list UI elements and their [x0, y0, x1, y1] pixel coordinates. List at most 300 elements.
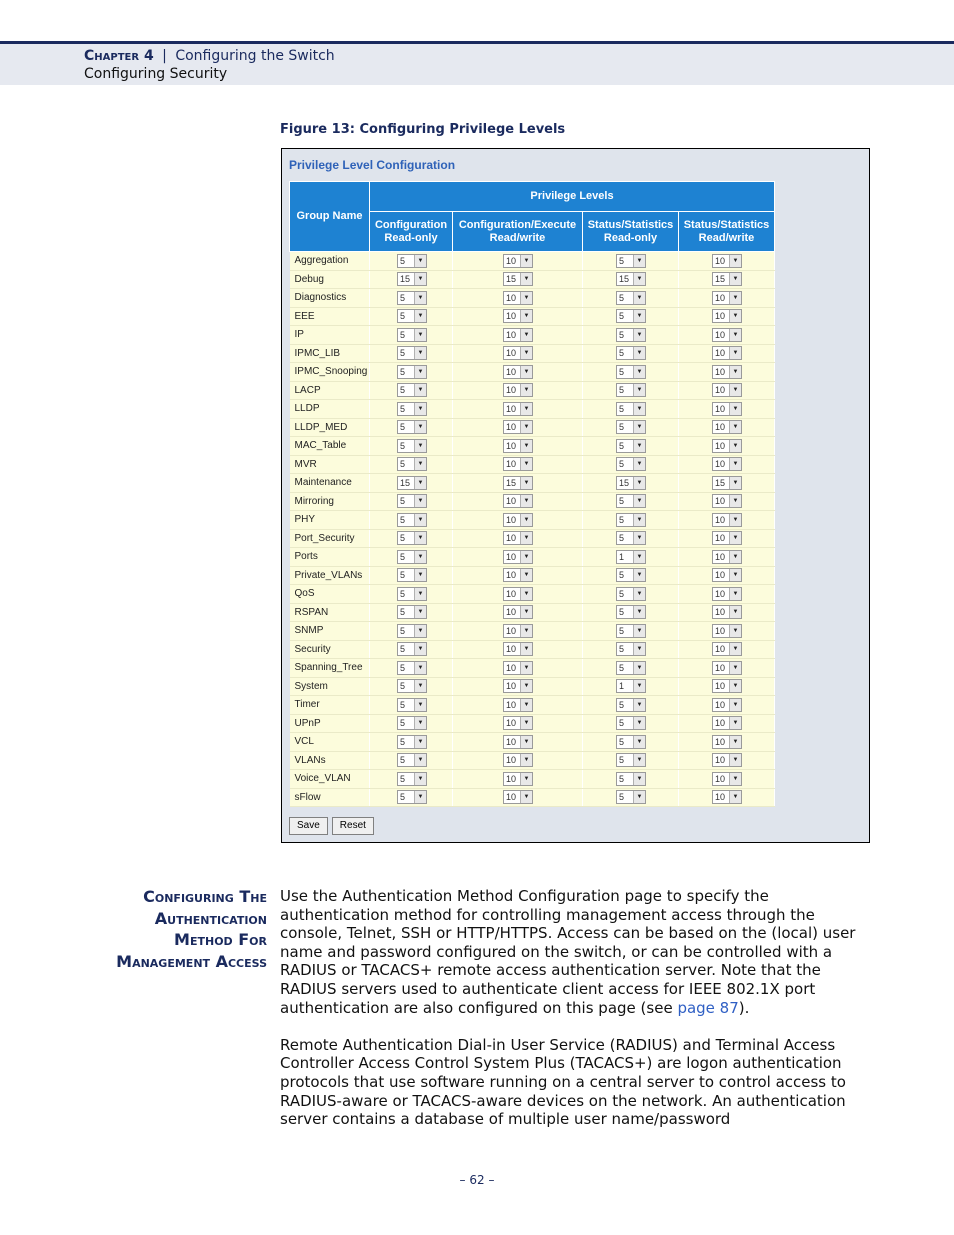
dropdown-arrow-icon[interactable]: ▼: [520, 366, 532, 378]
dropdown-arrow-icon[interactable]: ▼: [414, 625, 426, 637]
dropdown-arrow-icon[interactable]: ▼: [633, 680, 645, 692]
dropdown-arrow-icon[interactable]: ▼: [520, 717, 532, 729]
config-ro-select[interactable]: [397, 476, 427, 490]
dropdown-arrow-icon[interactable]: ▼: [520, 292, 532, 304]
dropdown-arrow-icon[interactable]: ▼: [414, 440, 426, 452]
dropdown-arrow-icon[interactable]: ▼: [633, 403, 645, 415]
group-name-cell: VCL: [290, 733, 370, 752]
dropdown-arrow-icon[interactable]: ▼: [633, 292, 645, 304]
select-value: 5: [400, 681, 406, 692]
status-ro-select[interactable]: [616, 605, 646, 619]
status-rw-select[interactable]: [712, 531, 742, 545]
status-ro-select[interactable]: [616, 716, 646, 730]
config-ro-select[interactable]: [397, 568, 427, 582]
status-rw-select[interactable]: [712, 624, 742, 638]
config-ro-select[interactable]: [397, 420, 427, 434]
status-rw-select[interactable]: [712, 457, 742, 471]
dropdown-arrow-icon[interactable]: ▼: [414, 773, 426, 785]
config-rw-select[interactable]: [503, 420, 533, 434]
config-rw-select[interactable]: [503, 698, 533, 712]
select-value: 5: [619, 699, 625, 710]
config-ro-select[interactable]: [397, 272, 427, 286]
level-cell: [679, 548, 775, 567]
status-rw-select[interactable]: [712, 716, 742, 730]
config-ro-select[interactable]: [397, 383, 427, 397]
dropdown-arrow-icon[interactable]: ▼: [729, 255, 741, 267]
status-ro-select[interactable]: [616, 420, 646, 434]
config-ro-select[interactable]: [397, 439, 427, 453]
config-ro-select[interactable]: [397, 753, 427, 767]
dropdown-arrow-icon[interactable]: ▼: [414, 754, 426, 766]
config-rw-select[interactable]: [503, 494, 533, 508]
config-ro-select[interactable]: [397, 661, 427, 675]
level-cell: [583, 603, 679, 622]
dropdown-arrow-icon[interactable]: ▼: [520, 255, 532, 267]
dropdown-arrow-icon[interactable]: ▼: [729, 606, 741, 618]
dropdown-arrow-icon[interactable]: ▼: [729, 773, 741, 785]
dropdown-arrow-icon[interactable]: ▼: [414, 791, 426, 803]
col-status-ro-header: Status/Statistics Read-only: [583, 212, 679, 252]
status-ro-select[interactable]: [616, 254, 646, 268]
dropdown-arrow-icon[interactable]: ▼: [729, 736, 741, 748]
status-ro-select[interactable]: [616, 772, 646, 786]
dropdown-arrow-icon[interactable]: ▼: [520, 791, 532, 803]
dropdown-arrow-icon[interactable]: ▼: [729, 699, 741, 711]
dropdown-arrow-icon[interactable]: ▼: [520, 773, 532, 785]
dropdown-arrow-icon[interactable]: ▼: [414, 680, 426, 692]
config-ro-select[interactable]: [397, 735, 427, 749]
dropdown-arrow-icon[interactable]: ▼: [414, 329, 426, 341]
dropdown-arrow-icon[interactable]: ▼: [633, 458, 645, 470]
select-value: 5: [619, 329, 625, 340]
config-rw-select[interactable]: [503, 513, 533, 527]
level-cell: [453, 640, 583, 659]
status-rw-select[interactable]: [712, 346, 742, 360]
config-ro-select[interactable]: [397, 254, 427, 268]
dropdown-arrow-icon[interactable]: ▼: [520, 569, 532, 581]
config-rw-select[interactable]: [503, 346, 533, 360]
dropdown-arrow-icon[interactable]: ▼: [633, 588, 645, 600]
dropdown-arrow-icon[interactable]: ▼: [414, 347, 426, 359]
dropdown-arrow-icon[interactable]: ▼: [520, 551, 532, 563]
dropdown-arrow-icon[interactable]: ▼: [414, 569, 426, 581]
dropdown-arrow-icon[interactable]: ▼: [633, 310, 645, 322]
config-ro-select[interactable]: [397, 679, 427, 693]
dropdown-arrow-icon[interactable]: ▼: [414, 255, 426, 267]
status-rw-select[interactable]: [712, 568, 742, 582]
select-value: 1: [619, 681, 625, 692]
group-name-cell: Ports: [290, 548, 370, 567]
config-rw-select[interactable]: [503, 457, 533, 471]
dropdown-arrow-icon[interactable]: ▼: [633, 366, 645, 378]
table-row: [290, 381, 775, 400]
config-rw-select[interactable]: [503, 309, 533, 323]
dropdown-arrow-icon[interactable]: ▼: [414, 477, 426, 489]
dropdown-arrow-icon[interactable]: ▼: [414, 606, 426, 618]
select-value: 10: [506, 403, 517, 414]
dropdown-arrow-icon[interactable]: ▼: [633, 662, 645, 674]
dropdown-arrow-icon[interactable]: ▼: [633, 791, 645, 803]
dropdown-arrow-icon[interactable]: ▼: [729, 625, 741, 637]
status-rw-select[interactable]: [712, 642, 742, 656]
level-cell: [679, 437, 775, 456]
status-rw-select[interactable]: [712, 772, 742, 786]
dropdown-arrow-icon[interactable]: ▼: [729, 514, 741, 526]
status-rw-select[interactable]: [712, 494, 742, 508]
level-cell: [370, 603, 453, 622]
dropdown-arrow-icon[interactable]: ▼: [520, 458, 532, 470]
dropdown-arrow-icon[interactable]: ▼: [520, 477, 532, 489]
dropdown-arrow-icon[interactable]: ▼: [520, 662, 532, 674]
select-value: 10: [715, 792, 726, 803]
dropdown-arrow-icon[interactable]: ▼: [414, 551, 426, 563]
level-cell: [453, 344, 583, 363]
dropdown-arrow-icon[interactable]: ▼: [520, 588, 532, 600]
config-rw-select[interactable]: [503, 679, 533, 693]
config-ro-select[interactable]: [397, 309, 427, 323]
config-rw-select[interactable]: [503, 383, 533, 397]
dropdown-arrow-icon[interactable]: ▼: [633, 551, 645, 563]
dropdown-arrow-icon[interactable]: ▼: [729, 569, 741, 581]
status-ro-select[interactable]: [616, 531, 646, 545]
dropdown-arrow-icon[interactable]: ▼: [520, 643, 532, 655]
dropdown-arrow-icon[interactable]: ▼: [729, 310, 741, 322]
config-rw-select[interactable]: [503, 476, 533, 490]
config-rw-select[interactable]: [503, 402, 533, 416]
status-rw-select[interactable]: [712, 679, 742, 693]
level-cell: [453, 751, 583, 770]
dropdown-arrow-icon[interactable]: ▼: [633, 329, 645, 341]
select-value: 10: [506, 459, 517, 470]
level-cell: [370, 622, 453, 641]
status-rw-select[interactable]: [712, 698, 742, 712]
dropdown-arrow-icon[interactable]: ▼: [520, 440, 532, 452]
dropdown-arrow-icon[interactable]: ▼: [729, 551, 741, 563]
dropdown-arrow-icon[interactable]: ▼: [633, 569, 645, 581]
dropdown-arrow-icon[interactable]: ▼: [414, 366, 426, 378]
dropdown-arrow-icon[interactable]: ▼: [633, 255, 645, 267]
select-value: 10: [715, 514, 726, 525]
status-ro-select[interactable]: [616, 383, 646, 397]
status-rw-select[interactable]: [712, 328, 742, 342]
status-ro-select[interactable]: [616, 494, 646, 508]
dropdown-arrow-icon[interactable]: ▼: [520, 273, 532, 285]
dropdown-arrow-icon[interactable]: ▼: [729, 421, 741, 433]
dropdown-arrow-icon[interactable]: ▼: [633, 347, 645, 359]
dropdown-arrow-icon[interactable]: ▼: [729, 717, 741, 729]
config-rw-select[interactable]: [503, 642, 533, 656]
select-value: 10: [506, 607, 517, 618]
dropdown-arrow-icon[interactable]: ▼: [520, 384, 532, 396]
dropdown-arrow-icon[interactable]: ▼: [520, 680, 532, 692]
config-rw-select[interactable]: [503, 790, 533, 804]
config-rw-select[interactable]: [503, 254, 533, 268]
level-cell: [453, 548, 583, 567]
dropdown-arrow-icon[interactable]: ▼: [414, 458, 426, 470]
dropdown-arrow-icon[interactable]: ▼: [729, 680, 741, 692]
dropdown-arrow-icon[interactable]: ▼: [729, 643, 741, 655]
dropdown-arrow-icon[interactable]: ▼: [633, 773, 645, 785]
dropdown-arrow-icon[interactable]: ▼: [520, 495, 532, 507]
dropdown-arrow-icon[interactable]: ▼: [520, 329, 532, 341]
dropdown-arrow-icon[interactable]: ▼: [414, 717, 426, 729]
config-rw-select[interactable]: [503, 550, 533, 564]
dropdown-arrow-icon[interactable]: ▼: [633, 643, 645, 655]
level-cell: [453, 252, 583, 271]
select-value: 5: [400, 736, 406, 747]
status-ro-select[interactable]: [616, 328, 646, 342]
dropdown-arrow-icon[interactable]: ▼: [729, 329, 741, 341]
status-rw-select[interactable]: [712, 309, 742, 323]
group-name-cell: sFlow: [290, 788, 370, 807]
dropdown-arrow-icon[interactable]: ▼: [729, 347, 741, 359]
table-row: [290, 696, 775, 715]
status-ro-select[interactable]: [616, 568, 646, 582]
config-ro-select[interactable]: [397, 402, 427, 416]
dropdown-arrow-icon[interactable]: ▼: [729, 292, 741, 304]
status-rw-select[interactable]: [712, 272, 742, 286]
page-number: – 62 –: [459, 1173, 495, 1187]
config-ro-select[interactable]: [397, 513, 427, 527]
config-rw-select[interactable]: [503, 716, 533, 730]
config-ro-select[interactable]: [397, 291, 427, 305]
dropdown-arrow-icon[interactable]: ▼: [729, 440, 741, 452]
dropdown-arrow-icon[interactable]: ▼: [633, 625, 645, 637]
config-rw-select[interactable]: [503, 753, 533, 767]
dropdown-arrow-icon[interactable]: ▼: [633, 495, 645, 507]
config-ro-select[interactable]: [397, 605, 427, 619]
status-ro-select[interactable]: [616, 346, 646, 360]
level-cell: [453, 585, 583, 604]
status-rw-select[interactable]: [712, 513, 742, 527]
status-rw-select[interactable]: [712, 790, 742, 804]
page-link[interactable]: page 87: [677, 998, 739, 1017]
status-ro-select[interactable]: [616, 698, 646, 712]
dropdown-arrow-icon[interactable]: ▼: [414, 532, 426, 544]
config-ro-select[interactable]: [397, 346, 427, 360]
select-value: 10: [715, 422, 726, 433]
level-cell: [370, 640, 453, 659]
config-rw-select[interactable]: [503, 661, 533, 675]
status-rw-select[interactable]: [712, 476, 742, 490]
status-ro-select[interactable]: [616, 679, 646, 693]
table-row: [290, 640, 775, 659]
status-ro-select[interactable]: [616, 309, 646, 323]
dropdown-arrow-icon[interactable]: ▼: [729, 477, 741, 489]
config-rw-select[interactable]: [503, 365, 533, 379]
dropdown-arrow-icon[interactable]: ▼: [414, 588, 426, 600]
config-ro-select[interactable]: [397, 790, 427, 804]
dropdown-arrow-icon[interactable]: ▼: [633, 699, 645, 711]
config-ro-select[interactable]: [397, 550, 427, 564]
panel-title: Privilege Level Configuration: [289, 158, 456, 172]
status-ro-select[interactable]: [616, 624, 646, 638]
dropdown-arrow-icon[interactable]: ▼: [414, 495, 426, 507]
level-cell: [583, 770, 679, 789]
dropdown-arrow-icon[interactable]: ▼: [633, 273, 645, 285]
dropdown-arrow-icon[interactable]: ▼: [520, 754, 532, 766]
config-ro-select[interactable]: [397, 457, 427, 471]
dropdown-arrow-icon[interactable]: ▼: [729, 791, 741, 803]
config-rw-select[interactable]: [503, 587, 533, 601]
level-cell: [583, 381, 679, 400]
status-ro-select[interactable]: [616, 587, 646, 601]
status-rw-select[interactable]: [712, 365, 742, 379]
config-ro-select[interactable]: [397, 328, 427, 342]
dropdown-arrow-icon[interactable]: ▼: [633, 606, 645, 618]
status-rw-select[interactable]: [712, 420, 742, 434]
dropdown-arrow-icon[interactable]: ▼: [633, 477, 645, 489]
dropdown-arrow-icon[interactable]: ▼: [520, 403, 532, 415]
status-rw-select[interactable]: [712, 735, 742, 749]
config-rw-select[interactable]: [503, 772, 533, 786]
config-rw-select[interactable]: [503, 291, 533, 305]
dropdown-arrow-icon[interactable]: ▼: [729, 458, 741, 470]
level-cell: [370, 418, 453, 437]
dropdown-arrow-icon[interactable]: ▼: [414, 736, 426, 748]
status-rw-select[interactable]: [712, 402, 742, 416]
config-rw-select[interactable]: [503, 605, 533, 619]
status-rw-select[interactable]: [712, 587, 742, 601]
status-ro-select[interactable]: [616, 272, 646, 286]
status-ro-select[interactable]: [616, 753, 646, 767]
config-rw-select[interactable]: [503, 624, 533, 638]
save-button[interactable]: Save: [289, 817, 328, 835]
config-ro-select[interactable]: [397, 587, 427, 601]
dropdown-arrow-icon[interactable]: ▼: [729, 495, 741, 507]
status-ro-select[interactable]: [616, 291, 646, 305]
level-cell: [453, 511, 583, 530]
status-rw-select[interactable]: [712, 254, 742, 268]
dropdown-arrow-icon[interactable]: ▼: [414, 643, 426, 655]
dropdown-arrow-icon[interactable]: ▼: [729, 273, 741, 285]
level-cell: [583, 677, 679, 696]
select-value: 5: [400, 440, 406, 451]
dropdown-arrow-icon[interactable]: ▼: [414, 292, 426, 304]
dropdown-arrow-icon[interactable]: ▼: [414, 699, 426, 711]
dropdown-arrow-icon[interactable]: ▼: [729, 366, 741, 378]
dropdown-arrow-icon[interactable]: ▼: [729, 588, 741, 600]
dropdown-arrow-icon[interactable]: ▼: [520, 606, 532, 618]
select-value: 5: [619, 459, 625, 470]
status-ro-select[interactable]: [616, 790, 646, 804]
dropdown-arrow-icon[interactable]: ▼: [633, 384, 645, 396]
status-ro-select[interactable]: [616, 513, 646, 527]
status-rw-select[interactable]: [712, 291, 742, 305]
dropdown-arrow-icon[interactable]: ▼: [414, 310, 426, 322]
config-ro-select[interactable]: [397, 365, 427, 379]
dropdown-arrow-icon[interactable]: ▼: [633, 754, 645, 766]
dropdown-arrow-icon[interactable]: ▼: [414, 273, 426, 285]
status-ro-select[interactable]: [616, 642, 646, 656]
dropdown-arrow-icon[interactable]: ▼: [520, 310, 532, 322]
config-rw-select[interactable]: [503, 272, 533, 286]
dropdown-arrow-icon[interactable]: ▼: [414, 421, 426, 433]
status-ro-select[interactable]: [616, 550, 646, 564]
config-ro-select[interactable]: [397, 698, 427, 712]
dropdown-arrow-icon[interactable]: ▼: [520, 736, 532, 748]
status-ro-select[interactable]: [616, 365, 646, 379]
status-rw-select[interactable]: [712, 661, 742, 675]
status-rw-select[interactable]: [712, 605, 742, 619]
dropdown-arrow-icon[interactable]: ▼: [633, 421, 645, 433]
status-rw-select[interactable]: [712, 383, 742, 397]
config-ro-select[interactable]: [397, 531, 427, 545]
status-rw-select[interactable]: [712, 550, 742, 564]
dropdown-arrow-icon[interactable]: ▼: [729, 403, 741, 415]
select-value: 5: [619, 366, 625, 377]
level-cell: [679, 326, 775, 345]
config-rw-select[interactable]: [503, 735, 533, 749]
level-cell: [679, 511, 775, 530]
config-rw-select[interactable]: [503, 439, 533, 453]
table-row: [290, 418, 775, 437]
level-cell: [583, 344, 679, 363]
select-value: 10: [506, 348, 517, 359]
config-rw-select[interactable]: [503, 531, 533, 545]
config-ro-select[interactable]: [397, 772, 427, 786]
config-ro-select[interactable]: [397, 642, 427, 656]
dropdown-arrow-icon[interactable]: ▼: [633, 736, 645, 748]
config-ro-select[interactable]: [397, 716, 427, 730]
dropdown-arrow-icon[interactable]: ▼: [414, 662, 426, 674]
level-cell: [453, 381, 583, 400]
config-ro-select[interactable]: [397, 494, 427, 508]
dropdown-arrow-icon[interactable]: ▼: [414, 384, 426, 396]
dropdown-arrow-icon[interactable]: ▼: [520, 625, 532, 637]
dropdown-arrow-icon[interactable]: ▼: [729, 662, 741, 674]
level-cell: [679, 344, 775, 363]
dropdown-arrow-icon[interactable]: ▼: [633, 717, 645, 729]
status-ro-select[interactable]: [616, 661, 646, 675]
status-ro-select[interactable]: [616, 457, 646, 471]
dropdown-arrow-icon[interactable]: ▼: [520, 514, 532, 526]
dropdown-arrow-icon[interactable]: ▼: [414, 403, 426, 415]
dropdown-arrow-icon[interactable]: ▼: [729, 532, 741, 544]
select-value: 5: [619, 255, 625, 266]
table-row: [290, 529, 775, 548]
status-ro-select[interactable]: [616, 476, 646, 490]
dropdown-arrow-icon[interactable]: ▼: [414, 514, 426, 526]
status-ro-select[interactable]: [616, 735, 646, 749]
status-rw-select[interactable]: [712, 439, 742, 453]
dropdown-arrow-icon[interactable]: ▼: [633, 514, 645, 526]
select-value: 5: [400, 588, 406, 599]
level-cell: [679, 566, 775, 585]
dropdown-arrow-icon[interactable]: ▼: [520, 532, 532, 544]
status-ro-select[interactable]: [616, 402, 646, 416]
config-rw-select[interactable]: [503, 328, 533, 342]
dropdown-arrow-icon[interactable]: ▼: [633, 532, 645, 544]
level-cell: [370, 344, 453, 363]
group-name-cell: Security: [290, 640, 370, 659]
level-cell: [453, 714, 583, 733]
config-rw-select[interactable]: [503, 568, 533, 582]
reset-button[interactable]: Reset: [332, 817, 374, 835]
dropdown-arrow-icon[interactable]: ▼: [729, 384, 741, 396]
dropdown-arrow-icon[interactable]: ▼: [633, 440, 645, 452]
dropdown-arrow-icon[interactable]: ▼: [520, 347, 532, 359]
level-cell: [453, 492, 583, 511]
section-label: Configuring Security: [84, 66, 228, 82]
dropdown-arrow-icon[interactable]: ▼: [520, 699, 532, 711]
config-ro-select[interactable]: [397, 624, 427, 638]
status-rw-select[interactable]: [712, 753, 742, 767]
status-ro-select[interactable]: [616, 439, 646, 453]
dropdown-arrow-icon[interactable]: ▼: [520, 421, 532, 433]
dropdown-arrow-icon[interactable]: ▼: [729, 754, 741, 766]
level-cell: [370, 733, 453, 752]
